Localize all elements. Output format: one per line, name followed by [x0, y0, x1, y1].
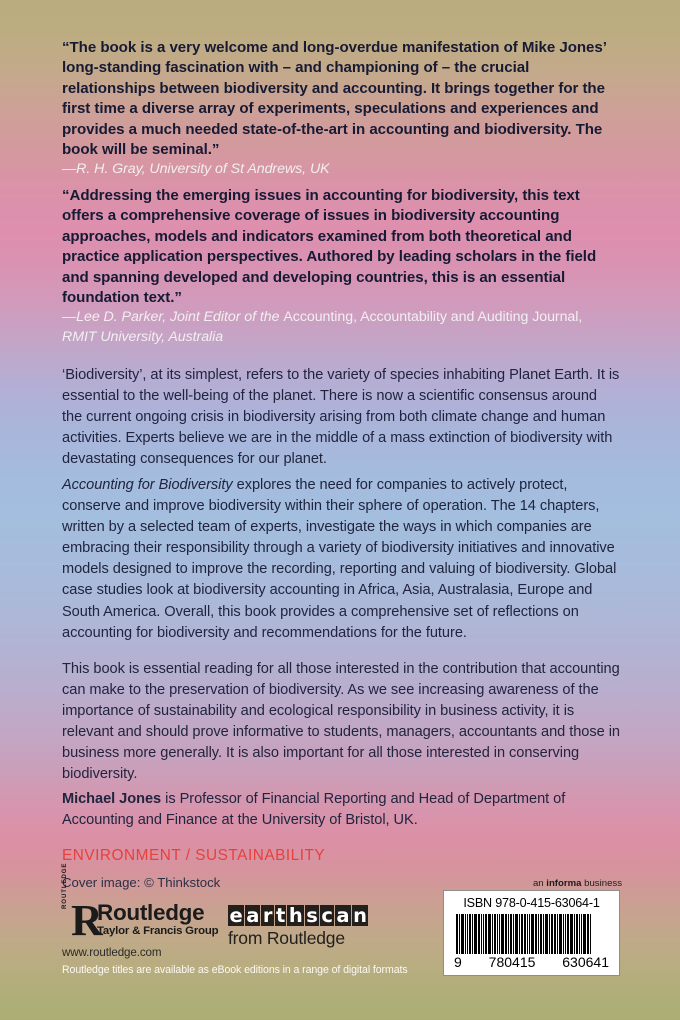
ebook-availability-note: Routledge titles are available as eBook editions in a range of digital formats: [62, 964, 408, 976]
routledge-vertical-wordmark: ROUTLEDGE: [61, 862, 68, 909]
earthscan-logo: [228, 904, 367, 949]
earthscan-letter-a2: a: [336, 904, 350, 927]
endorsement-2-quote: “Addressing the emerging issues in accounting for biodiversity, this text offers a comprehensive coverage of issues in biodiversity accounting approaches, models and indicators examined from both theoretical and practice application perspectives. Authored by leading scholars in the field and spanning developed and developing countries, this is an essential foundation text.”: [62, 187, 597, 307]
earthscan-wordmark: [228, 904, 367, 927]
barcode-bars-icon: [452, 914, 611, 954]
routledge-wordmark: [92, 900, 218, 938]
barcode-digit-group-3: 630641: [562, 954, 609, 970]
author-bio: [62, 789, 620, 831]
informa-suffix: business: [581, 878, 622, 889]
endorsement-2-attribution-name: —Lee D. Parker, Joint Editor of the: [62, 309, 284, 326]
author-bio-text: [62, 789, 620, 831]
description-text-3: This book is essential reading for all those interested in the contribution that accounting can make to the preservation of biodiversity. As we see increasing awareness of the importance of sustainability and ecological responsibility in business activity, it is relevant and should prove informative to students, managers, accountants and those in business more generally. It is also important for all those interested in conserving biodiversity.: [62, 661, 620, 783]
endorsement-1: [62, 38, 620, 180]
earthscan-letter-e: e: [229, 904, 243, 927]
book-title-italic: Accounting for Biodiversity: [62, 477, 233, 493]
earthscan-letter-n: n: [353, 904, 367, 927]
endorsement-1-attribution: —R. H. Gray, University of St Andrews, UK: [62, 161, 330, 178]
description-paragraph-1: [62, 365, 620, 470]
earthscan-letter-s: s: [306, 904, 318, 927]
earthscan-letter-t: t: [276, 904, 285, 927]
isbn-barcode-box: [443, 890, 620, 976]
informa-prefix: an: [532, 878, 547, 889]
barcode-digits: [452, 955, 611, 970]
earthscan-letter-c: c: [321, 904, 333, 927]
description-paragraph-3: [62, 659, 620, 786]
endorsement-2-journal-title: Accounting, Accountability and Auditing Journal,: [283, 309, 583, 326]
category-line: [62, 847, 620, 865]
description-text-1: ‘Biodiversity’, at its simplest, refers to the variety of species inhabiting Planet Earth. It is essential to the well-being of the planet. There is now a scientific consensus around the current ongoing crisis in biodiversity arising from both climate change and human activities. Experts believe we are in the middle of a mass extinction of biodiversity with devastating consequences for our planet.: [62, 367, 620, 468]
cover-image-credit-text: Cover image: © Thinkstock: [62, 875, 221, 890]
earthscan-letter-a1: a: [246, 904, 259, 927]
author-name: Michael Jones: [62, 791, 162, 807]
routledge-r-letter: R: [71, 896, 103, 945]
barcode-digit-group-2: 780415: [488, 954, 536, 970]
description-text-2-rest: explores the need for companies to actively protect, conserve and improve biodiversity within their sphere of operation. The 14 chapters, written by a selected team of experts, investigate the ways in which companies are embracing their responsibility through a variety of biodiversity initiatives and innovative models designed to improve the recording, reporting and valuing of biodiversity. Global case studies look at biodiversity accounting in Africa, Asia, Australasia, Europe and South America. Overall, this book provides a comprehensive set of reflections on accounting for biodiversity and recommendations for the future.: [62, 477, 617, 641]
isbn-number: ISBN 978-0-415-63064-1: [463, 896, 600, 910]
description-text-2: [62, 475, 620, 644]
informa-business-line: [533, 878, 622, 889]
routledge-r-mark-icon: [61, 862, 103, 945]
earthscan-letter-r: r: [262, 904, 273, 927]
description-paragraph-2: [62, 475, 620, 644]
routledge-url[interactable]: www.routledge.com: [62, 946, 162, 959]
routledge-tagline: Taylor & Francis Group: [97, 925, 219, 937]
routledge-name: Routledge: [97, 900, 205, 925]
earthscan-subtitle: from Routledge: [228, 928, 345, 948]
category-text: ENVIRONMENT / SUSTAINABILITY: [62, 847, 326, 864]
endorsement-2: [62, 186, 620, 347]
author-bio-rest: is Professor of Financial Reporting and Head of Department of Accounting and Finance at the University of Bristol, UK.: [62, 791, 566, 829]
endorsement-1-quote: “The book is a very welcome and long-overdue manifestation of Mike Jones’ long-standing fascination with – and championing of – the crucial relationships between biodiversity and accounting. It brings together for the first time a diverse array of experiments, speculations and experiences and provides a much needed state-of-the-art in accounting and biodiversity. The book will be seminal.”: [62, 39, 607, 159]
earthscan-letter-h: h: [288, 904, 303, 927]
endorsement-2-attribution: [62, 308, 620, 346]
endorsement-2-affiliation: RMIT University, Australia: [62, 328, 224, 345]
barcode-digit-group-1: 9: [454, 954, 462, 970]
informa-brand: informa: [546, 878, 582, 889]
